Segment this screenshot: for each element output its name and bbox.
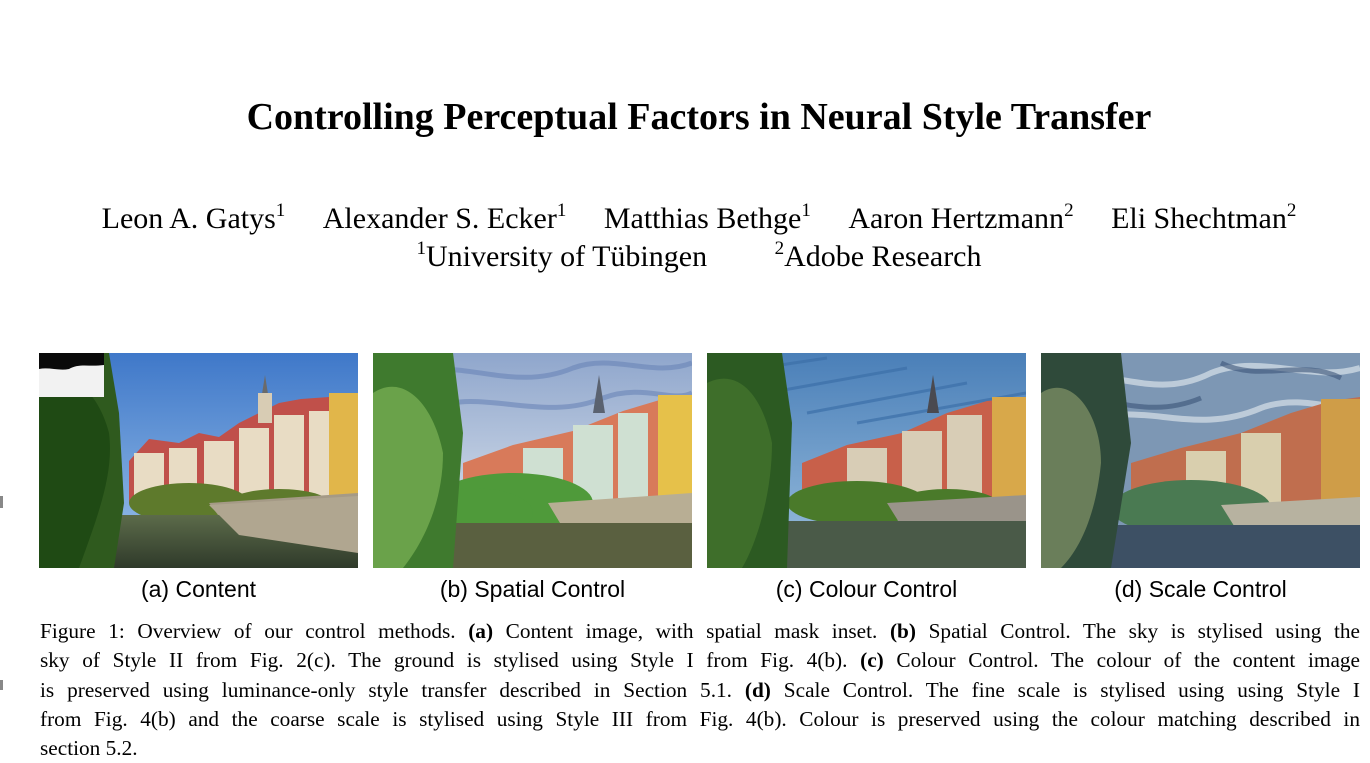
caption-line: Figure 1: Overview of our control methods. (a) Content image, with spatial mask inset. (b) Spatial Control. The sky is stylised using the xyxy=(40,619,1361,643)
caption-line: section 5.2. xyxy=(40,736,138,761)
figure-panel-content xyxy=(39,353,358,568)
caption-line: is preserved using luminance-only style transfer described in Section 5.1. (d) Scale Control. The fine scale is stylised using using Style I xyxy=(40,677,1360,702)
figure-panel-scale-control xyxy=(1041,353,1360,568)
panel-caption: (a) Content xyxy=(140,576,257,602)
caption-line: from Fig. 4(b) and the coarse scale is stylised using Style III from Fig. 4(b). Colour is preserved using the colour matching described in xyxy=(40,706,1360,731)
figure-panel-spatial-control xyxy=(373,353,692,568)
panel-caption: (d) Scale Control xyxy=(1114,576,1287,602)
affiliation: $^2$Adobe Research xyxy=(774,238,982,273)
figure-caption xyxy=(40,617,1360,763)
author: Eli Shechtman$^2$ xyxy=(1111,200,1297,235)
panel-caption: (b) Spatial Control xyxy=(439,576,626,602)
spatial-control-image xyxy=(373,353,692,568)
scale-control-image xyxy=(1041,353,1360,568)
author-list xyxy=(0,200,1370,238)
figure-panel-colour-control xyxy=(707,353,1026,568)
affiliation: $^1$University of Tübingen xyxy=(416,238,708,273)
margin-mark xyxy=(0,680,3,690)
author: Leon A. Gatys$^1$ xyxy=(101,200,286,235)
author: Aaron Hertzmann$^2$ xyxy=(848,200,1074,235)
author: Matthias Bethge$^1$ xyxy=(603,200,811,235)
affiliation-list xyxy=(0,238,1370,276)
content-image xyxy=(39,353,358,568)
panel-caption: (c) Colour Control xyxy=(775,576,958,602)
colour-control-image xyxy=(707,353,1026,568)
author: Alexander S. Ecker$^1$ xyxy=(322,200,567,235)
caption-line: sky of Style II from Fig. 2(c). The ground is stylised using Style I from Fig. 4(b). (c) Colour Control. The colour of the content image xyxy=(40,648,1361,673)
margin-mark xyxy=(0,496,3,508)
paper-title: Controlling Perceptual Factors in Neural Style Transfer xyxy=(246,96,1152,138)
